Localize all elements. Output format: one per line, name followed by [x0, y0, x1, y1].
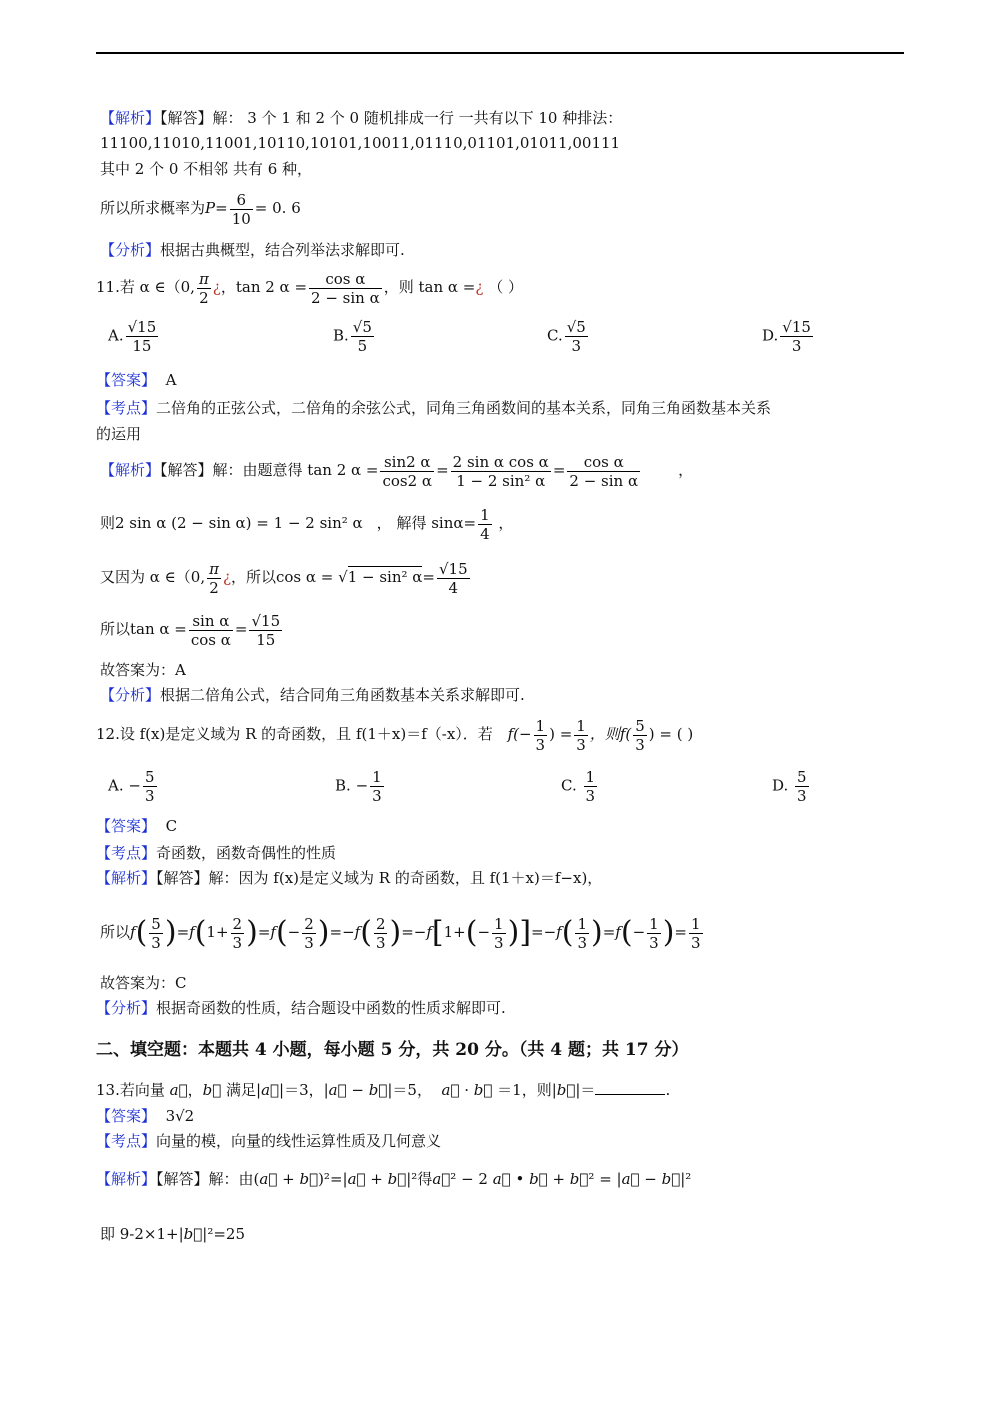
kaodian-tag: 【考点】: [96, 1132, 157, 1150]
q12-then: ，则f(: [589, 725, 632, 743]
choice-label: A.: [108, 326, 124, 345]
q11-f3n: cos α: [567, 453, 640, 472]
header-rule: [96, 52, 904, 54]
q11-answer: A: [165, 371, 177, 389]
q10-fenxi-line: [100, 240, 405, 260]
choice-label: C.: [547, 326, 563, 345]
q10-permutation-list: 11100,11010,11001,10110,10101,10011,01110,01101,01011,00111: [100, 134, 621, 152]
q13-stem: 13.若向量 a⃗，b⃗ 满足|a⃗|＝3，|a⃗ − b⃗|＝5， a⃗ · b⃗ ＝1，则|b⃗|＝ .: [96, 1081, 671, 1099]
choice-label: B.: [333, 326, 349, 345]
q12-choice-a[interactable]: [108, 768, 159, 805]
chain-d: 3: [375, 933, 386, 952]
q12-kaodian-line: [96, 843, 336, 863]
q12-fenxi-text: 根据奇函数的性质，结合题设中函数的性质求解即可.: [156, 999, 506, 1017]
choice-den: 15: [132, 337, 152, 355]
q11-stem-prefix: 11.若 α ∈（0,: [96, 278, 195, 296]
choice-label: D.: [772, 776, 789, 795]
q10-line4-suffix: = 0. 6: [254, 199, 301, 217]
choice-num: √5: [566, 318, 586, 336]
q13-de: 得: [417, 1170, 433, 1188]
q12-chain-prefix: 所以: [100, 923, 131, 941]
q11-inv2: ¿: [475, 278, 484, 296]
choice-den: 3: [571, 337, 582, 355]
q11-quarter: [478, 506, 492, 543]
q10-fenxi-text: 根据古典概型，结合列举法求解即可.: [160, 241, 405, 259]
choice-frac: [584, 768, 598, 805]
q11-line2: 则2 sin α (2 − sin α) = 1 − 2 sin² α ， 解得 sinα= $\frac{1}{4}$ ，: [100, 505, 514, 543]
choice-num: √15: [127, 318, 157, 336]
q11-fenxi-text: 根据二倍角公式，结合同角三角函数基本关系求解即可.: [160, 686, 525, 704]
q12-stem: [96, 712, 693, 756]
q13-stem-b: 满足|: [226, 1081, 262, 1099]
chain-d: 3: [577, 933, 587, 952]
choice-den: 3: [372, 787, 382, 805]
q11-line2-text: 则2 sin α (2 − sin α) = 1 − 2 sin² α: [100, 514, 363, 532]
q11-line3-prefix: 又因为 α ∈（0,: [100, 568, 206, 586]
q11-jieda-text: 解：由题意得 tan 2 α =: [212, 461, 379, 479]
q11-then: ，则 tan α =: [383, 278, 476, 296]
q12-one: 1: [535, 716, 546, 735]
q11-fenxi-line: [100, 685, 525, 705]
chain-one: 1: [206, 923, 216, 941]
q11-choice-c[interactable]: [547, 318, 590, 355]
q12-five: 5: [635, 716, 645, 735]
q11-f1d: cos2 α: [382, 471, 433, 490]
q11-f2d: 1 − 2 sin² α: [456, 471, 546, 490]
jieda-tag: 【解答】: [160, 109, 213, 127]
q11-line3-mid: ，所以cos α =: [231, 568, 339, 586]
q11-choice-a[interactable]: [108, 318, 160, 355]
q11-f1n: sin2 α: [380, 453, 434, 472]
chain-d: 3: [494, 933, 504, 952]
q12-kaodian-text: 奇函数，函数奇偶性的性质: [156, 844, 337, 862]
q13-answer-blank[interactable]: [595, 1080, 665, 1095]
q12-tail: ) = ( ): [648, 725, 694, 743]
q11-f2n: 2 sin α cos α: [452, 452, 549, 471]
q12-conclusion: 故答案为：C: [100, 974, 187, 992]
q12-three: 3: [535, 735, 546, 754]
q11-line4: 所以tan α = $\frac{\text{sin α}}{\text{cos α}}$ = $\frac{√15}{15}$: [100, 611, 281, 649]
q11-t1: [189, 612, 233, 649]
q11-r1n: √15: [439, 559, 468, 578]
q13-answer-line: [96, 1106, 194, 1126]
q11-two2: 2: [209, 578, 219, 597]
q11-kaodian-text: 二倍角的正弦公式，二倍角的余弦公式，同角三角函数间的基本关系，同角三角函数基本关系: [156, 399, 772, 417]
q12-one2: 1: [576, 716, 586, 735]
q11-stem-frac: [309, 270, 382, 307]
q10-line3: 其中 2 个 0 不相邻 共有 6 种，: [100, 160, 313, 178]
q11-tan2: ，tan 2 α =: [220, 278, 308, 296]
q11-cos-a: cos α: [309, 270, 382, 289]
q13-stem-e: ＝1，则|: [497, 1081, 557, 1099]
q11-r1d: 4: [448, 578, 459, 597]
q12-f-open: f(−: [507, 725, 532, 743]
choice-label: A.: [108, 776, 124, 795]
fenxi-tag: 【分析】: [96, 999, 157, 1017]
q11-r1: [437, 560, 470, 597]
jiexi-tag: 【解析】: [96, 1170, 157, 1188]
q10-frac-num: 6: [230, 191, 253, 210]
q13-line2: 即 9-2×1+|b⃗|²=25: [100, 1225, 246, 1243]
choice-den: 3: [585, 787, 596, 805]
jiexi-tag: 【解析】: [100, 461, 161, 479]
q11-line3-sqrt: 1 − sin² α: [347, 568, 423, 586]
choice-frac: [565, 318, 588, 355]
jiexi-tag: 【解析】: [100, 109, 161, 127]
choice-frac: [795, 768, 809, 805]
chain-d: 3: [232, 933, 243, 952]
choice-num: √5: [352, 318, 372, 336]
section-heading: 二、填空题：本题共 4 小题，每小题 5 分，共 20 分。（共 4 题；共 17 分）: [96, 1040, 689, 1060]
q11-conclusion: 故答案为：A: [100, 661, 186, 679]
q12-fivethirds: [633, 717, 647, 754]
q12-third2: [574, 717, 588, 754]
q11-paren: （ ）: [488, 278, 523, 296]
q11-pi-half2: [207, 560, 221, 597]
q12-third: [534, 717, 548, 754]
choice-den: 5: [357, 337, 368, 355]
q11-two-minus-sin: 2 − sin α: [311, 288, 380, 307]
q11-eq: =: [422, 568, 435, 586]
q11-comma: ，: [678, 461, 694, 479]
choice-frac: [126, 318, 159, 355]
chain-n: 1: [577, 914, 587, 933]
q10-fraction: [230, 191, 253, 228]
q11-t2d: 15: [256, 630, 276, 649]
q13-jieda-text: 解：由: [208, 1170, 254, 1188]
q11-pi2: π: [209, 559, 219, 578]
q11-qd: 4: [480, 524, 490, 543]
q11-choice-d[interactable]: [762, 318, 815, 355]
choice-num: 1: [585, 768, 596, 786]
fenxi-tag: 【分析】: [100, 241, 161, 259]
q11-two: 2: [199, 288, 209, 307]
q10-jiexi-text: 解： 3 个 1 和 2 个 0 随机排成一行 一共有以下 10 种排法：: [212, 109, 623, 127]
q11-jieda-line: 【解析】【解答】解：由题意得 tan 2 α = $\frac{\sin 2 \alpha}{\cos 2 \alpha}$ = $\frac{\text{2 sin α cos α}}{\text{1 − 2 sin² α}}$ = $\frac{\text{cos α}}{\text{2 − sin α}}$ ，: [100, 452, 694, 490]
q11-pi-half: [197, 270, 211, 307]
q11-kaodian-line2: 的运用: [96, 425, 142, 443]
jiexi-tag: 【解析】: [96, 869, 157, 887]
q12-eq1: ) =: [549, 725, 573, 743]
q13-kaodian-line: [96, 1131, 441, 1151]
q11-t2n: √15: [251, 611, 281, 630]
chain-d: 3: [304, 933, 314, 952]
choice-den: 3: [797, 787, 807, 805]
kaodian-tag: 【考点】: [96, 844, 157, 862]
q13-line2-text: 即 9-2×1+: [100, 1225, 179, 1243]
chain-n: 1: [691, 914, 701, 933]
q11-line2b: ， 解得 sinα=: [376, 514, 477, 532]
choice-frac: [370, 768, 384, 805]
q12-three3: 3: [635, 735, 645, 754]
chain-n: 1: [494, 914, 504, 933]
q11-inv: ¿: [212, 278, 221, 296]
q10-P: P: [205, 199, 216, 217]
q11-qn: 1: [480, 505, 490, 524]
q12-three2: 3: [576, 735, 586, 754]
q11-f3d: 2 − sin α: [569, 471, 639, 490]
q11-t1n: sin α: [189, 612, 233, 631]
q13-kaodian-text: 向量的模，向量的线性运算性质及几何意义: [156, 1132, 442, 1150]
choice-num: √15: [782, 318, 811, 336]
choice-num: 5: [797, 768, 807, 786]
q12-chain: 所以f( $\frac{5}{3}$ )=f(1+ $\frac{2}{3}$ )=f(− $\frac{2}{3}$ )=−f( $\frac{2}{3}$ )=−f[1+(− $\frac{1}{3}$ )]=−f( $\frac{1}{3}$ )=f(− $\frac{1}{3}$ )= $\frac{1}{3}$: [100, 914, 701, 952]
daan-tag: 【答案】: [96, 817, 157, 835]
chain-d: 3: [691, 933, 701, 952]
q12-answer: C: [165, 817, 178, 835]
q12-fenxi-line: [96, 998, 506, 1018]
q11-answer-line: [96, 370, 176, 390]
q13-end: .: [665, 1081, 671, 1099]
q11-t2: [249, 612, 282, 649]
daan-tag: 【答案】: [96, 371, 157, 389]
choice-frac: [143, 768, 157, 805]
q11-stem: [96, 265, 523, 309]
choice-label: B.: [335, 776, 351, 795]
choice-frac: [351, 318, 374, 355]
q12-choice-c[interactable]: [561, 768, 599, 805]
choice-sign: −: [355, 776, 369, 795]
q11-t1d: cos α: [190, 630, 231, 649]
q11-line3: 又因为 α ∈（0, $\frac{\pi}{2}$ ¿，所以cos α = √1 − sin² α= $\frac{√15}{4}$: [100, 559, 468, 597]
chain-n: 5: [151, 914, 161, 933]
q10-line4-prefix: 所以所求概率为: [100, 199, 206, 217]
q13-jieda-line: 【解析】【解答】解：由(a⃗ + b⃗)²=|a⃗ + b⃗|²得a⃗² − 2 a⃗ • b⃗ + b⃗² = |a⃗ − b⃗|²: [96, 1170, 692, 1188]
q11-inv3: ¿: [222, 568, 231, 586]
q10-frac-den: 10: [231, 209, 251, 228]
q12-choice-d[interactable]: [772, 768, 811, 805]
chain-d: 3: [151, 933, 161, 952]
q12-answer-line: [96, 816, 177, 836]
q13-answer: 3√2: [165, 1107, 195, 1125]
chain-d: 3: [649, 933, 659, 952]
jieda-tag: 【解答】: [156, 869, 209, 887]
jieda-tag: 【解答】: [160, 461, 213, 479]
choice-sign: −: [128, 776, 141, 795]
choice-den: 3: [144, 787, 155, 805]
daan-tag: 【答案】: [96, 1107, 157, 1125]
q11-f2: [451, 453, 551, 490]
q11-f1: [380, 453, 434, 490]
q13-stem-f: |＝: [575, 1081, 596, 1099]
choice-label: D.: [762, 326, 779, 345]
q12-stem-text: 12.设 f(x)是定义域为 R 的奇函数，且 f(1＋x)＝f（-x）．若: [96, 725, 493, 743]
choice-frac: [780, 318, 813, 355]
kaodian-tag: 【考点】: [96, 399, 157, 417]
q10-jiexi-line: [100, 108, 622, 128]
q12-choice-b[interactable]: [335, 768, 386, 805]
fenxi-tag: 【分析】: [100, 686, 161, 704]
q12-jieda-text: 解：因为 f(x)是定义域为 R 的奇函数，且 f(1＋x)＝f−x)，: [208, 869, 603, 887]
q13-stem-c: |＝3，|: [279, 1081, 329, 1099]
chain-one: 1: [443, 923, 454, 941]
choice-num: 1: [372, 768, 382, 786]
choice-den: 3: [791, 337, 802, 355]
q12-jieda-line: [96, 868, 602, 888]
q11-kaodian-line: [96, 398, 771, 418]
q13-stem-d: |＝5，: [387, 1081, 432, 1099]
q10-probability-line: 所以所求概率为P= $\frac{6}{10}$ = 0. 6: [100, 190, 301, 228]
q11-f3: [567, 453, 640, 490]
q11-pi: π: [198, 269, 209, 288]
jieda-tag: 【解答】: [156, 1170, 209, 1188]
q13-stem-a: 13.若向量: [96, 1081, 165, 1099]
q13-line2b: =25: [213, 1225, 246, 1243]
q11-line4-prefix: 所以tan α =: [100, 620, 187, 638]
chain-n: 1: [649, 914, 659, 933]
choice-label: C.: [561, 776, 577, 795]
q11-choice-b[interactable]: [333, 318, 376, 355]
choice-num: 5: [144, 768, 155, 786]
